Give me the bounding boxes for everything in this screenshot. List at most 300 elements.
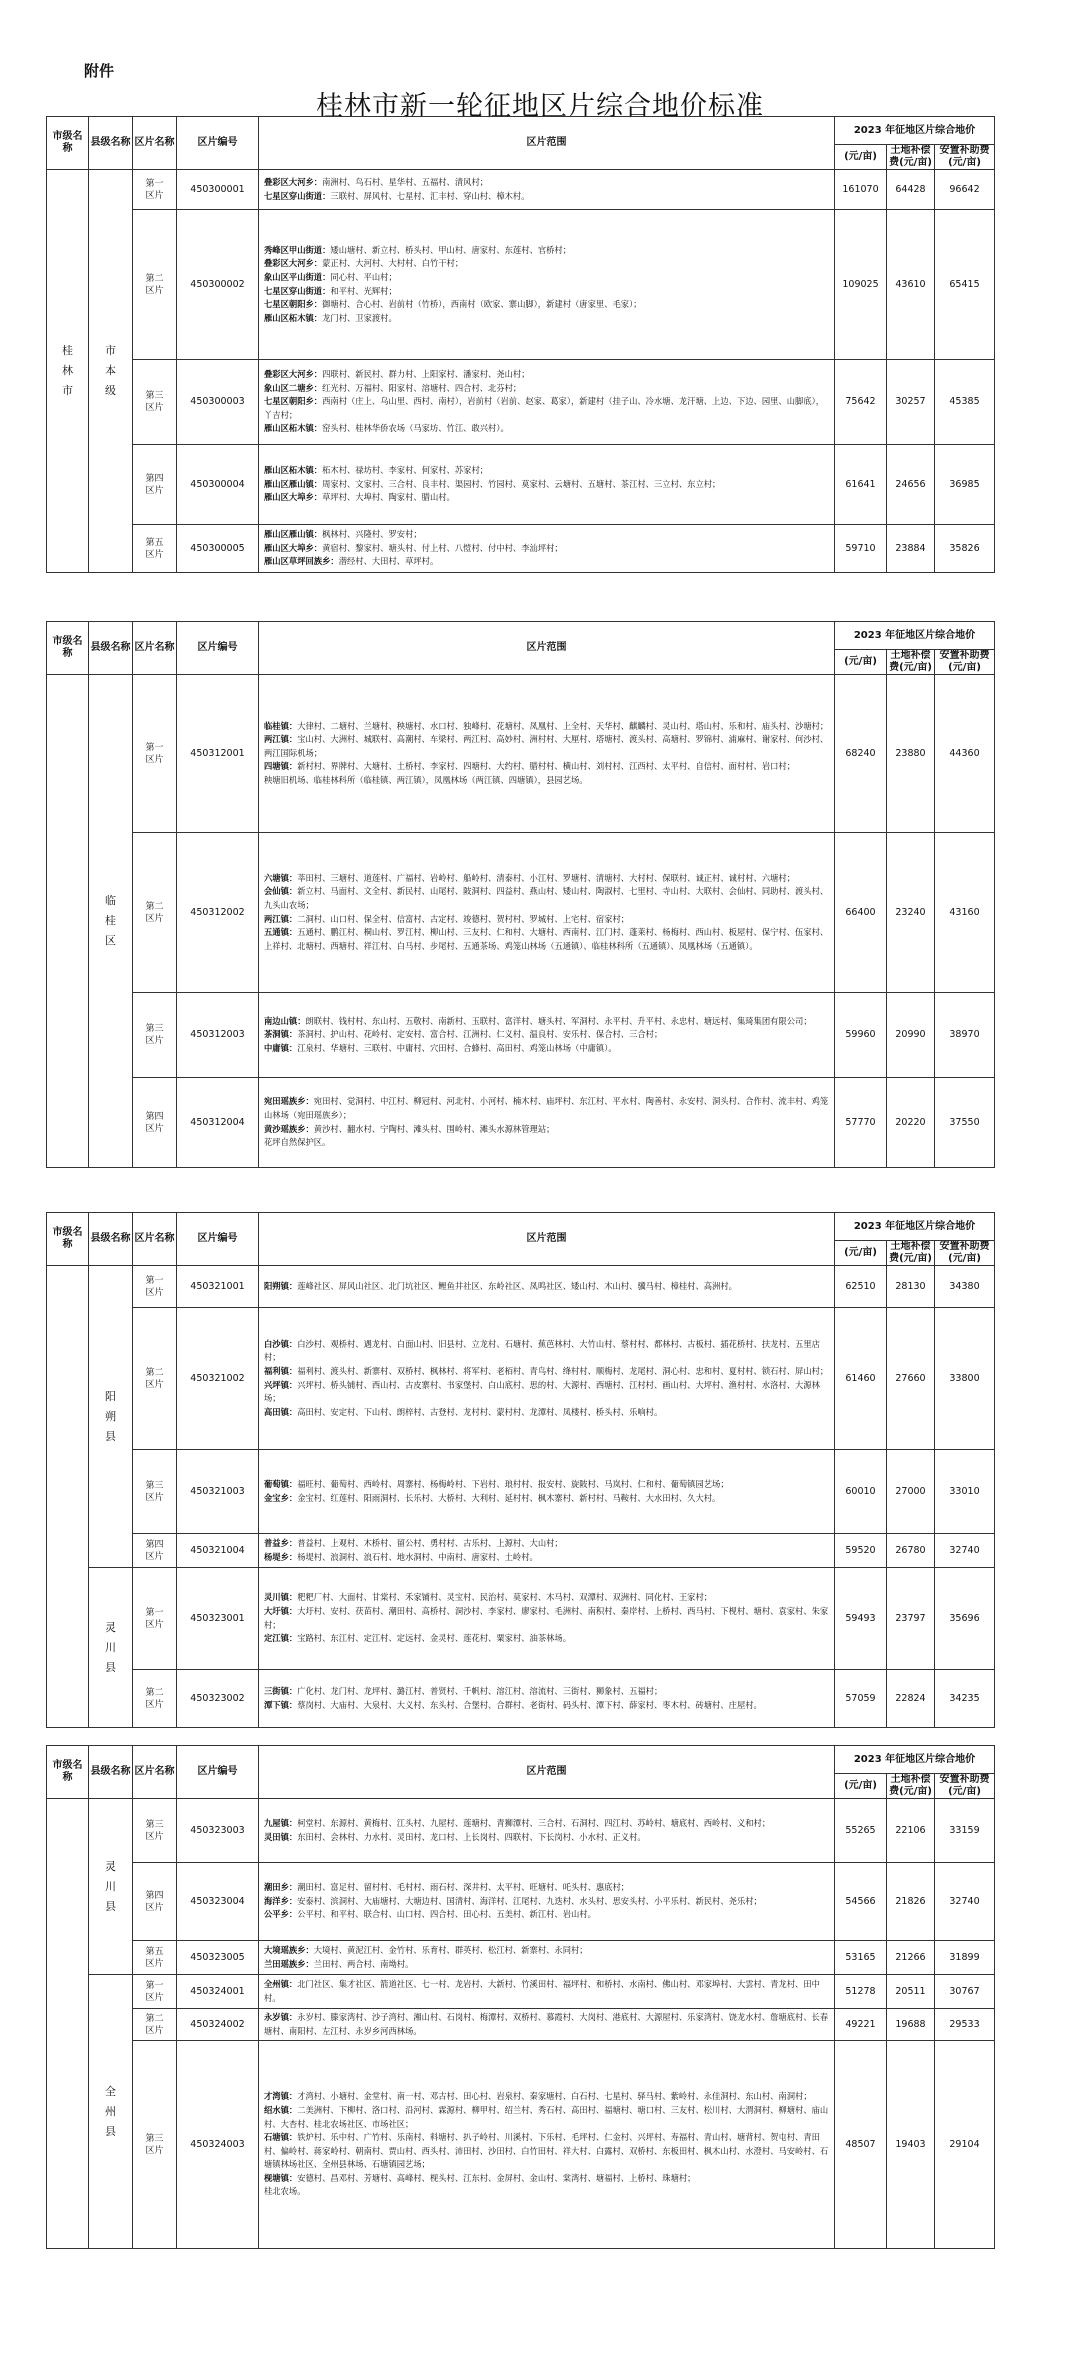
header-county: 县级名称: [89, 622, 133, 675]
price-value: 51278: [835, 1975, 887, 2009]
price-table-2: [46, 621, 995, 1168]
town-name: 枧塘镇：: [264, 2172, 298, 2183]
zone-code: 450321002: [177, 1308, 259, 1450]
zone-scope: [259, 1975, 835, 2009]
resettle-fee-value: 35696: [935, 1568, 995, 1670]
land-fee-value: 27660: [887, 1308, 935, 1450]
zone-cell: 第四 区片: [133, 1863, 177, 1941]
zone-cell: 第一 区片: [133, 675, 177, 833]
resettle-fee-value: 37550: [935, 1078, 995, 1168]
header-city: 市级名称: [47, 622, 89, 675]
price-table-4: [46, 1745, 995, 2249]
zone-cell: 第四 区片: [133, 1078, 177, 1168]
land-fee-value: 27000: [887, 1450, 935, 1534]
header-county: 县级名称: [89, 117, 133, 170]
town-name: 秀峰区甲山街道：: [264, 244, 331, 255]
table-row: [47, 360, 995, 445]
price-value: 68240: [835, 675, 887, 833]
scope-line: 临桂镇：大律村、二塘村、兰塘村、秧塘村、水口村、独峰村、花塘村、凤凰村、上全村、天华村、麒麟村、灵山村、塔山村、乐和村、庙头村、沙塘村；: [264, 720, 829, 731]
town-name: 四塘镇：: [264, 761, 298, 772]
price-value: 57059: [835, 1670, 887, 1728]
header-scope: 区片范围: [259, 622, 835, 675]
town-name: 海洋乡：: [264, 1895, 298, 1906]
resettle-fee-value: 33159: [935, 1799, 995, 1863]
header-zone: 区片名称: [133, 1213, 177, 1266]
table-row: [47, 1799, 995, 1863]
resettle-fee-value: 43160: [935, 833, 995, 993]
county-cell: 市 本 级: [89, 170, 133, 573]
zone-cell: 第二 区片: [133, 2009, 177, 2041]
scope-line: 雁山区雁山镇：周家村、文家村、三合村、良丰村、渠园村、竹园村、莫家村、云塘村、五塘村、茶江村、三立村、东立村；: [264, 478, 721, 489]
scope-line: 灵川镇：粑粑厂村、大面村、甘棠村、禾家铺村、灵宝村、民治村、莫家村、木马村、双潭村、双洲村、同化村、王家村；: [264, 1592, 713, 1603]
town-name: 才湾镇：: [264, 2091, 298, 2102]
header-code: 区片编号: [177, 1213, 259, 1266]
zone-code: 450323004: [177, 1863, 259, 1941]
land-fee-value: 23797: [887, 1568, 935, 1670]
resettle-fee-value: 29104: [935, 2041, 995, 2249]
scope-line: 茶洞镇：茶洞村、护山村、花岭村、定安村、富合村、江洲村、仁义村、温良村、安乐村、保合村、三合村；: [264, 1029, 663, 1040]
table-row: [47, 1941, 995, 1975]
scope-line: 叠彩区大河乡：蒙正村、大河村、大村村、白竹干村；: [264, 258, 464, 269]
scope-line: 四塘镇：新村村、界牌村、大塘村、土桥村、李家村、四塘村、大约村、腊村村、横山村、刘村村、江西村、太平村、自信村、面村村、岩口村；: [264, 761, 796, 772]
town-name: 普益乡：: [264, 1537, 298, 1548]
town-name: 福利镇：: [264, 1365, 298, 1376]
zone-cell: 第二 区片: [133, 1308, 177, 1450]
scope-line: 定江镇：宝路村、东江村、定江村、定远村、金灵村、莲花村、粟家村、油茶林场。: [264, 1633, 572, 1644]
town-name: 杨堤乡：: [264, 1551, 298, 1562]
land-fee-value: 23240: [887, 833, 935, 993]
town-name: 六塘镇：: [264, 872, 298, 883]
zone-scope: [259, 993, 835, 1078]
header-resettle-fee: 安置补助费(元/亩): [935, 1241, 995, 1266]
scope-line: 福利镇：福利村、渡头村、新寨村、双桥村、枫林村、将军村、老栢村、青鸟村、绛村村、顺梅村、龙尾村、洞心村、忠和村、夏村村、锁石村、屏山村；: [264, 1365, 829, 1376]
scope-line: 七星区朝阳乡：西南村（庄上、乌山里、西村、南村），岩前村（岩前、赵家、葛家），新建村（挂子山、冷水塘、龙汗塘、上边、下边、园里、山脚底），丫吉村；: [264, 396, 825, 420]
town-name: 灵川镇：: [264, 1592, 298, 1603]
town-name: 定江镇：: [264, 1633, 298, 1644]
resettle-fee-value: 30767: [935, 1975, 995, 2009]
zone-cell: 第一 区片: [133, 1975, 177, 2009]
zone-scope: [259, 170, 835, 210]
scope-line: 叠彩区大河乡：四联村、新民村、群力村、上阳家村、潘家村、尧山村；: [264, 369, 530, 380]
zone-scope: [259, 1941, 835, 1975]
scope-line: 阳朔镇：莲峰社区、屏风山社区、北门坑社区、鲤鱼井社区、东岭社区、凤鸣社区、矮山村、木山村、骥马村、樟桂村、高洲村。: [264, 1280, 737, 1291]
town-name: 绍水镇：: [264, 2104, 298, 2115]
price-value: 59520: [835, 1534, 887, 1568]
scope-line: 南边山镇：朗联村、钱村村、东山村、五敬村、南新村、玉联村、富洋村、塘头村、军洞村、永平村、升平村、永忠村、塘远村、集琦集团有限公司；: [264, 1015, 812, 1026]
scope-line: 秀峰区甲山街道：矮山塘村、新立村、桥头村、甲山村、唐家村、东莲村、官桥村；: [264, 244, 572, 255]
table-row: [47, 1568, 995, 1670]
town-name: 叠彩区大河乡：: [264, 258, 323, 269]
town-name: 全州镇：: [264, 1978, 298, 1989]
scope-line: 白沙镇：白沙村、观桥村、遇龙村、白面山村、旧县村、立龙村、石塘村、蕉芭林村、大竹山村、蔡村村、都林村、古板村、插花桥村、扶龙村、五里店村；: [264, 1338, 820, 1363]
town-name: 高田镇：: [264, 1406, 298, 1417]
resettle-fee-value: 36985: [935, 445, 995, 525]
table-row: [47, 1078, 995, 1168]
zone-code: 450312004: [177, 1078, 259, 1168]
scope-line: 九屋镇：柯堂村、东源村、黄梅村、江头村、九屋村、莲塘村、青狮潭村、三合村、石洞村、四江村、苏岭村、塘底村、西岭村、义和村；: [264, 1817, 771, 1828]
town-name: 九屋镇：: [264, 1817, 298, 1828]
table-row: [47, 1975, 995, 2009]
zone-cell: 第四 区片: [133, 445, 177, 525]
land-fee-value: 20511: [887, 1975, 935, 2009]
county-cell: 灵 川 县: [89, 1799, 133, 1975]
town-name: 永岁镇：: [264, 2012, 298, 2022]
town-name: 潮田乡：: [264, 1882, 298, 1893]
price-value: 48507: [835, 2041, 887, 2249]
table-row: [47, 675, 995, 833]
zone-code: 450321003: [177, 1450, 259, 1534]
zone-scope: [259, 1534, 835, 1568]
zone-cell: 第一 区片: [133, 1568, 177, 1670]
scope-line: 永岁镇：永岁村、滕家湾村、沙子湾村、湘山村、石岗村、梅潭村、双桥村、慕霞村、大岗村、港底村、大源屋村、乐家湾村、饶龙水村、詹塘底村、长春塘村、南阳村、左江村、永岁乡河西林场。: [264, 2012, 829, 2036]
town-name: 三街镇：: [264, 1685, 298, 1696]
scope-line: 全州镇：北门社区、集才社区、箭道社区、七一村、龙岩村、大新村、竹溪田村、福坪村、和桥村、水南村、佛山村、邓家埠村、大雲村、青龙村、田中村。: [264, 1978, 820, 2003]
zone-scope: [259, 1799, 835, 1863]
town-name: 大圩镇：: [264, 1605, 298, 1616]
scope-line: 灵田镇：东田村、会林村、力水村、灵田村、龙口村、上长岗村、四联村、下长岗村、小水村、正义村。: [264, 1831, 646, 1842]
scope-line: 秧塘旧机场、临桂林科所（临桂镇、两江镇），凤凰林场（两江镇、四塘镇），县园艺场。: [264, 774, 588, 785]
table-row: [47, 525, 995, 573]
scope-line: 六塘镇：莘田村、三塘村、道莲村、广福村、岩岭村、船岭村、清泰村、小江村、罗塘村、清塘村、大村村、保联村、诚正村、诚村村、六塘村；: [264, 872, 796, 883]
price-value: 61641: [835, 445, 887, 525]
zone-cell: 第三 区片: [133, 1450, 177, 1534]
scope-line: 雁山区柘木镇：龙门村、卫家渡村。: [264, 312, 397, 323]
zone-scope: [259, 833, 835, 993]
land-fee-value: 26780: [887, 1534, 935, 1568]
resettle-fee-value: 35826: [935, 525, 995, 573]
resettle-fee-value: 33800: [935, 1308, 995, 1450]
table-row: [47, 993, 995, 1078]
resettle-fee-value: 33010: [935, 1450, 995, 1534]
header-scope: 区片范围: [259, 1213, 835, 1266]
scope-line: 石塘镇：铁炉村、乐中村、广竹村、乐南村、料塘村、扒子岭村、川溪村、下乐村、毛坪村、仁金村、兴坪村、寿福村、青山村、塘背村、贺屯村、青田村、偏岭村、蒋家岭村、朝南村、贾山村、西头村、沛田村、沙田村、白竹田村、祥大村、白露村、双桥村、东板田村、枫木山村、水澄村、马安岭村、石塘镇林场社区、全州县林场、石塘镇园艺场；: [264, 2132, 829, 2170]
price-value: 62510: [835, 1266, 887, 1308]
header-price: (元/亩): [835, 1241, 887, 1266]
zone-code: 450300003: [177, 360, 259, 445]
header-code: 区片编号: [177, 1746, 259, 1799]
land-fee-value: 24656: [887, 445, 935, 525]
land-fee-value: 20220: [887, 1078, 935, 1168]
land-fee-value: 28130: [887, 1266, 935, 1308]
zone-code: 450312003: [177, 993, 259, 1078]
town-name: 灵田镇：: [264, 1831, 298, 1842]
scope-line: 海洋乡：安泰村、滨洞村、大庙塘村、大塘边村、国清村、海洋村、江尾村、九迭村、水头村、思安头村、小平乐村、新民村、尧乐村；: [264, 1895, 762, 1906]
zone-scope: [259, 1450, 835, 1534]
zone-scope: [259, 2009, 835, 2041]
price-value: 55265: [835, 1799, 887, 1863]
city-cell: [47, 1266, 89, 1728]
scope-line: 叠彩区大河乡：南洲村、鸟石村、星华村、五福村、清风村；: [264, 176, 489, 187]
land-fee-value: 21266: [887, 1941, 935, 1975]
zone-code: 450300004: [177, 445, 259, 525]
scope-line: 金宝乡：金宝村、红莲村、阳雨洞村、长乐村、大桥村、大利村、延村村、枫木寨村、新村村、马鞍村、大水田村、久大村。: [264, 1492, 721, 1503]
scope-line: 雁山区大埠乡：草坪村、大埠村、陶家村、腊山村。: [264, 492, 455, 503]
zone-code: 450324003: [177, 2041, 259, 2249]
price-value: 49221: [835, 2009, 887, 2041]
zone-scope: [259, 1266, 835, 1308]
table-row: [47, 1450, 995, 1534]
town-name: 大境瑶族乡：: [264, 1944, 314, 1955]
town-name: 石塘镇：: [264, 2132, 298, 2143]
zone-cell: 第三 区片: [133, 1799, 177, 1863]
header-city: 市级名称: [47, 1213, 89, 1266]
price-table-3: [46, 1212, 995, 1728]
price-value: 60010: [835, 1450, 887, 1534]
resettle-fee-value: 96642: [935, 170, 995, 210]
header-city: 市级名称: [47, 1746, 89, 1799]
price-value: 57770: [835, 1078, 887, 1168]
table-row: [47, 2009, 995, 2041]
table-row: [47, 210, 995, 360]
town-name: 雁山区大埠乡：: [264, 542, 323, 553]
zone-code: 450323002: [177, 1670, 259, 1728]
town-name: 潭下镇：: [264, 1699, 298, 1710]
scope-line: 高田镇：高田村、安定村、下山村、朗梓村、古登村、龙村村、蒙村村、龙潭村、凤楼村、桥头村、乐响村。: [264, 1406, 663, 1417]
header-zone: 区片名称: [133, 622, 177, 675]
table-row: [47, 445, 995, 525]
header-resettle-fee: 安置补助费(元/亩): [935, 145, 995, 170]
zone-scope: [259, 1308, 835, 1450]
zone-code: 450321004: [177, 1534, 259, 1568]
town-name: 雁山区雁山镇：: [264, 478, 323, 489]
scope-line: 五通镇：五通村、鹏江村、桐山村、罗江村、柳山村、三友村、仁和村、大塘村、西南村、江门村、蓬莱村、杨梅村、西山村、板屋村、保宁村、伍家村、上祥村、北塘村、西塘村、祥江村、白马村、步尾村、五通茶场、鸡笼山林场（五通镇）、临桂林科所（五通镇）、凤凰林场（五通镇）。: [264, 927, 829, 951]
zone-scope: [259, 445, 835, 525]
zone-code: 450321001: [177, 1266, 259, 1308]
header-land-fee: 土地补偿费(元/亩): [887, 1774, 935, 1799]
attachment-label: 附件: [84, 62, 115, 80]
scope-line: 宛田瑶族乡：宛田村、觉洞村、中江村、柳冠村、河北村、小河村、楠木村、庙坪村、东江村、平水村、陶善村、永安村、洞头村、合作村、流丰村、鸡笼山林场（宛田瑶族乡）；: [264, 1096, 829, 1120]
zone-code: 450324001: [177, 1975, 259, 2009]
resettle-fee-value: 45385: [935, 360, 995, 445]
town-name: 会仙镇：: [264, 886, 298, 897]
town-name: 中庸镇：: [264, 1042, 298, 1053]
zone-code: 450312001: [177, 675, 259, 833]
scope-line: 葡萄镇：福旺村、葡萄村、西岭村、周寨村、杨梅岭村、下岩村、琅村村、报安村、旋陂村、马岚村、仁和村、葡萄镇园艺场；: [264, 1478, 729, 1489]
city-cell: [47, 1799, 89, 2249]
header-resettle-fee: 安置补助费(元/亩): [935, 650, 995, 675]
scope-line: 绍水镇：二美洲村、下柳村、洛口村、沿河村、霖源村、柳甲村、绍兰村、秀石村、高田村、福塘村、塘口村、三友村、松川村、大渭洞村、柳塘村、庙山村、大杏村、桂北农场社区、市场社区；: [264, 2104, 829, 2129]
zone-scope: [259, 525, 835, 573]
town-name: 阳朔镇：: [264, 1280, 298, 1291]
table-row: [47, 170, 995, 210]
resettle-fee-value: 34235: [935, 1670, 995, 1728]
zone-scope: [259, 1863, 835, 1941]
land-fee-value: 21826: [887, 1863, 935, 1941]
scope-line: 三街镇：广化村、龙门村、龙坪村、潞江村、普贤村、千帆村、溶江村、溶流村、三街村、狮象村、五福村；: [264, 1685, 663, 1696]
county-cell: 灵 川 县: [89, 1568, 133, 1728]
town-name: 茶洞镇：: [264, 1029, 298, 1040]
scope-line: 中庸镇：江泉村、华塘村、三联村、中庸村、穴田村、合蜂村、高田村、鸡笼山林场（中庸镇）。: [264, 1042, 617, 1053]
land-fee-value: 23880: [887, 675, 935, 833]
resettle-fee-value: 65415: [935, 210, 995, 360]
table-row: [47, 1670, 995, 1728]
town-name: 白沙镇：: [264, 1338, 298, 1349]
table-row: [47, 2041, 995, 2249]
county-cell: 全 州 县: [89, 1975, 133, 2249]
resettle-fee-value: 29533: [935, 2009, 995, 2041]
price-value: 59710: [835, 525, 887, 573]
scope-line: 潮田乡：潮田村、富足村、留村村、毛村村、雨石村、深井村、太平村、旺塘村、吒头村、惠底村；: [264, 1882, 630, 1893]
price-value: 66400: [835, 833, 887, 993]
scope-line: 大境瑶族乡：大境村、黄泥江村、金竹村、乐育村、群英村、松江村、新寨村、永同村；: [264, 1944, 588, 1955]
town-name: 兴坪镇：: [264, 1379, 298, 1390]
zone-scope: [259, 1670, 835, 1728]
zone-scope: [259, 1568, 835, 1670]
zone-code: 450323003: [177, 1799, 259, 1863]
zone-cell: 第四 区片: [133, 1534, 177, 1568]
scope-line: 潭下镇：蔡岗村、大庙村、大泉村、大义村、东头村、合堡村、合群村、老街村、码头村、潭下村、薛家村、枣木村、砖塘村、庄屋村。: [264, 1699, 762, 1710]
zone-cell: 第一 区片: [133, 170, 177, 210]
header-land-fee: 土地补偿费(元/亩): [887, 650, 935, 675]
town-name: 五通镇：: [264, 927, 298, 938]
city-cell: [47, 675, 89, 1168]
header-code: 区片编号: [177, 622, 259, 675]
header-county: 县级名称: [89, 1746, 133, 1799]
town-name: 宛田瑶族乡：: [264, 1096, 314, 1107]
resettle-fee-value: 38970: [935, 993, 995, 1078]
county-cell: 阳 朔 县: [89, 1266, 133, 1568]
land-fee-value: 20990: [887, 993, 935, 1078]
scope-line: 雁山区雁山镇：枫林村、兴隆村、罗安村；: [264, 529, 422, 540]
town-name: 葡萄镇：: [264, 1478, 298, 1489]
zone-scope: [259, 210, 835, 360]
land-fee-value: 19688: [887, 2009, 935, 2041]
scope-line: 枧塘镇：安德村、昌邓村、芳塘村、高峰村、枧头村、江东村、金屏村、金山村、棠湾村、塘福村、上桥村、珠塘村；: [264, 2172, 696, 2183]
price-value: 59960: [835, 993, 887, 1078]
price-value: 75642: [835, 360, 887, 445]
table-row: [47, 833, 995, 993]
zone-code: 450300002: [177, 210, 259, 360]
table-row: [47, 1863, 995, 1941]
town-name: 临桂镇：: [264, 720, 298, 731]
header-price: (元/亩): [835, 650, 887, 675]
scope-line: 两江镇：宝山村、大洲村、城联村、高潮村、车梁村、两江村、高妙村、洲村村、大厘村、塔塘村、渡头村、高塘村、罗锦村、浦麻村、谢家村、何沙村、两江国际机场；: [264, 734, 829, 758]
scope-line: 雁山区柘木镇：柘木村、禄坊村、李家村、何家村、苏家村；: [264, 465, 489, 476]
header-land-fee: 土地补偿费(元/亩): [887, 145, 935, 170]
town-name: 兰田瑶族乡：: [264, 1958, 314, 1969]
resettle-fee-value: 31899: [935, 1941, 995, 1975]
zone-cell: 第二 区片: [133, 1670, 177, 1728]
land-fee-value: 19403: [887, 2041, 935, 2249]
town-name: 七星区朝阳乡：: [264, 299, 323, 310]
header-price-group: 2023 年征地区片综合地价: [835, 622, 995, 650]
town-name: 两江镇：: [264, 913, 298, 924]
header-county: 县级名称: [89, 1213, 133, 1266]
table-row: [47, 1534, 995, 1568]
town-name: 公平乡：: [264, 1909, 298, 1920]
town-name: 雁山区草坪回族乡：: [264, 556, 339, 567]
town-name: 黄沙瑶族乡：: [264, 1123, 314, 1134]
zone-cell: 第五 区片: [133, 1941, 177, 1975]
document-title: 桂林市新一轮征地区片综合地价标准: [316, 91, 764, 122]
town-name: 雁山区柘木镇：: [264, 312, 323, 323]
header-scope: 区片范围: [259, 117, 835, 170]
scope-line: 象山区平山街道：同心村、平山村；: [264, 271, 397, 282]
price-value: 109025: [835, 210, 887, 360]
zone-code: 450300005: [177, 525, 259, 573]
scope-line: 桂北农场。: [264, 2186, 306, 2197]
header-price-group: 2023 年征地区片综合地价: [835, 1213, 995, 1241]
town-name: 两江镇：: [264, 734, 298, 745]
zone-cell: 第二 区片: [133, 210, 177, 360]
scope-line: 雁山区草坪回族乡：潜经村、大田村、草坪村。: [264, 556, 439, 567]
header-price-group: 2023 年征地区片综合地价: [835, 117, 995, 145]
town-name: 雁山区柘木镇：: [264, 465, 323, 476]
town-name: 雁山区雁山镇：: [264, 529, 323, 540]
scope-line: 雁山区柘木镇：窑头村、桂林华侨农场（马家坊、竹江、敢兴村）。: [264, 423, 509, 434]
county-cell: 临 桂 区: [89, 675, 133, 1168]
zone-code: 450323001: [177, 1568, 259, 1670]
price-value: 59493: [835, 1568, 887, 1670]
town-name: 象山区平山街道：: [264, 271, 331, 282]
header-code: 区片编号: [177, 117, 259, 170]
scope-line: 杨堤乡：杨堤村、浪洞村、浪石村、地水洞村、中南村、唐家村、土岭村。: [264, 1551, 538, 1562]
zone-cell: 第二 区片: [133, 833, 177, 993]
header-zone: 区片名称: [133, 117, 177, 170]
price-table-1: [46, 116, 995, 573]
resettle-fee-value: 32740: [935, 1863, 995, 1941]
header-price-group: 2023 年征地区片综合地价: [835, 1746, 995, 1774]
zone-scope: [259, 1078, 835, 1168]
town-name: 七星区穿山街道：: [264, 190, 331, 201]
scope-line: 兴坪镇：兴坪村、桥头铺村、西山村、古皮寨村、书家堡村、白山底村、思的村、大源村、西塘村、江村村、画山村、大坪村、渔村村、水洛村、大源林场；: [264, 1379, 820, 1404]
price-value: 61460: [835, 1308, 887, 1450]
header-zone: 区片名称: [133, 1746, 177, 1799]
header-resettle-fee: 安置补助费(元/亩): [935, 1774, 995, 1799]
price-value: 53165: [835, 1941, 887, 1975]
price-value: 161070: [835, 170, 887, 210]
land-fee-value: 22824: [887, 1670, 935, 1728]
land-fee-value: 64428: [887, 170, 935, 210]
header-land-fee: 土地补偿费(元/亩): [887, 1241, 935, 1266]
table-row: [47, 1308, 995, 1450]
scope-line: 黄沙瑶族乡：黄沙村、翻水村、宁陶村、滩头村、围岭村、滩头水源林管理站；: [264, 1123, 555, 1134]
land-fee-value: 43610: [887, 210, 935, 360]
town-name: 七星区朝阳乡：: [264, 396, 323, 407]
town-name: 南边山镇：: [264, 1015, 306, 1026]
zone-code: 450323005: [177, 1941, 259, 1975]
zone-scope: [259, 2041, 835, 2249]
zone-cell: 第三 区片: [133, 360, 177, 445]
scope-line: 大圩镇：大圩村、安村、茯苗村、潮田村、高桥村、洞沙村、李家村、廖家村、毛洲村、南积村、秦岸村、上桥村、西马村、下枧村、塘村、袁家村、朱家村；: [264, 1605, 829, 1630]
zone-code: 450324002: [177, 2009, 259, 2041]
zone-cell: 第三 区片: [133, 993, 177, 1078]
scope-line: 公平乡：公平村、和平村、联合村、山口村、四合村、田心村、五美村、新江村、岩山村。: [264, 1909, 596, 1920]
town-name: 金宝乡：: [264, 1492, 298, 1503]
scope-line: 兰田瑶族乡：兰田村、两合村、南坳村。: [264, 1958, 414, 1969]
scope-line: 七星区穿山街道：三联村、屏风村、七星村、汇丰村、穿山村、樟木村。: [264, 190, 530, 201]
resettle-fee-value: 32740: [935, 1534, 995, 1568]
scope-line: 花坪自然保护区。: [264, 1137, 331, 1148]
town-name: 叠彩区大河乡：: [264, 369, 323, 380]
price-value: 54566: [835, 1863, 887, 1941]
scope-line: 普益乡：普益村、上观村、木桥村、留公村、勇村村、古乐村、上源村、大山村；: [264, 1537, 563, 1548]
town-name: 雁山区大埠乡：: [264, 492, 323, 503]
scope-line: 会仙镇：新立村、马面村、文全村、新民村、山尾村、陂洞村、四益村、燕山村、矮山村、陶淑村、七里村、寺山村、大联村、会仙村、同助村、渡头村、九头山农场；: [264, 886, 829, 910]
zone-code: 450312002: [177, 833, 259, 993]
zone-code: 450300001: [177, 170, 259, 210]
zone-scope: [259, 360, 835, 445]
scope-line: 七星区朝阳乡：御塘村、合心村、岩前村（竹桥），西南村（欧家、寨山脚），新建村（唐家里、毛家）；: [264, 299, 642, 310]
header-city: 市级名称: [47, 117, 89, 170]
zone-cell: 第一 区片: [133, 1266, 177, 1308]
town-name: 七星区穿山街道：: [264, 285, 331, 296]
zone-scope: [259, 675, 835, 833]
scope-line: 象山区二塘乡：红光村、万福村、阳家村、溶塘村、四合村、北芬村；: [264, 382, 522, 393]
land-fee-value: 23884: [887, 525, 935, 573]
zone-cell: 第五 区片: [133, 525, 177, 573]
town-name: 象山区二塘乡：: [264, 382, 323, 393]
